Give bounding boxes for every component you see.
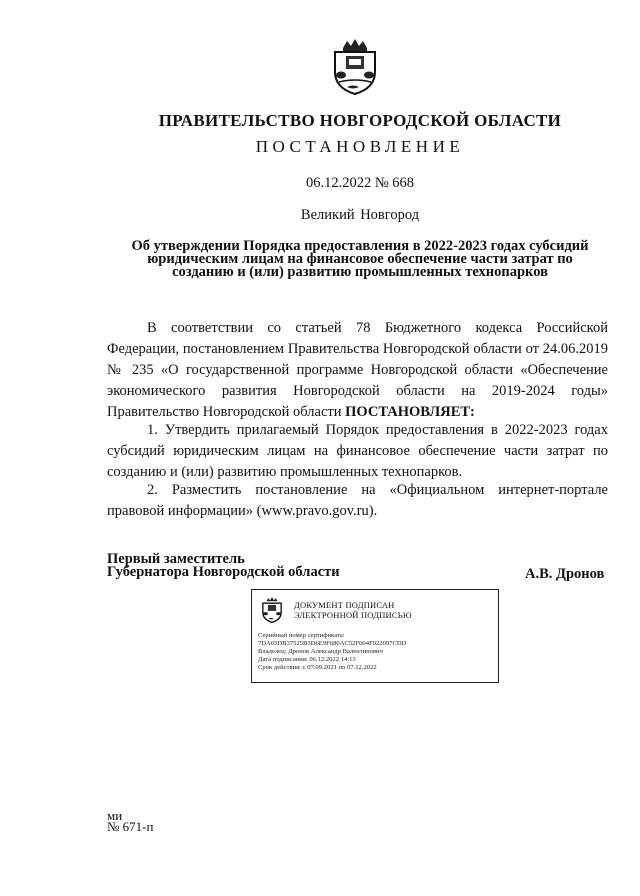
footer-doc-number: № 671-п <box>107 819 154 834</box>
stamp-heading <box>294 600 412 620</box>
government-name: ПРАВИТЕЛЬСТВО НОВГОРОДСКОЙ ОБЛАСТИ <box>158 111 562 130</box>
footer-initials: ми <box>107 808 123 823</box>
decree-word: ПОСТАНОВЛЯЕТ: <box>345 404 475 420</box>
item-2-paragraph <box>107 480 608 522</box>
preamble-paragraph <box>107 318 608 423</box>
stamp-owner: Владелец: Дронов Александр Валентинович <box>258 648 383 655</box>
preamble-text: В соответствии со статьей 78 Бюджетного кодекса Российской Федерации, постановлением Правительства Новгородской области от 24.06.2019 № 235 «О государственной программе Новгородской области «Обеспечение экономического развития Новгородской области на 2019-2024 годы» Правительство Новгородской области <box>107 320 608 420</box>
stamp-crest-icon <box>261 596 283 624</box>
item-2-text: 2. Разместить постановление на «Официальном интернет-портале правовой информации» (www.pravo.gov.ru). <box>107 482 608 519</box>
stamp-cert-label: Серийный номер сертификата: <box>258 632 345 639</box>
date-and-number: 06.12.2022 № 668 <box>305 175 415 191</box>
signatory-position <box>107 553 340 579</box>
item-1-text: 1. Утвердить прилагаемый Порядок предоставления в 2022-2023 годах субсидий юридическим лицам на финансовое обеспечение части затрат по созданию и (или) развитию промышленных технопарков. <box>107 422 608 480</box>
stamp-signed-date: Дата подписания: 06.12.2022 14:13 <box>258 656 356 663</box>
stamp-details <box>258 632 406 672</box>
title-line-3: созданию и (или) развитию промышленных технопарков <box>172 264 548 280</box>
electronic-signature-stamp <box>251 589 499 683</box>
stamp-cert-number: 7DA65DB37525B3D6E9F680AC52F004F022097CDD <box>258 640 407 647</box>
city: Великий Новгород <box>300 207 420 223</box>
position-line-1: Первый заместитель <box>107 551 245 567</box>
stamp-validity: Срок действия: с 07.09.2021 по 07.12.2022 <box>258 664 377 671</box>
stamp-line-2: ЭЛЕКТРОННОЙ ПОДПИСЬЮ <box>294 610 412 620</box>
title-line-2: юридическим лицам на финансовое обеспечение части затрат по <box>147 251 573 267</box>
document-title <box>112 240 608 279</box>
document-footer <box>107 810 153 832</box>
document-kind: ПОСТАНОВЛЕНИЕ <box>255 137 465 156</box>
item-1-paragraph <box>107 420 608 483</box>
position-line-2: Губернатора Новгородской области <box>107 564 340 580</box>
signatory-name: А.В. Дронов <box>525 566 605 582</box>
stamp-line-1: ДОКУМЕНТ ПОДПИСАН <box>294 600 395 610</box>
title-line-1: Об утверждении Порядка предоставления в 2022-2023 годах субсидий <box>131 238 589 254</box>
coat-of-arms-icon <box>331 38 379 96</box>
